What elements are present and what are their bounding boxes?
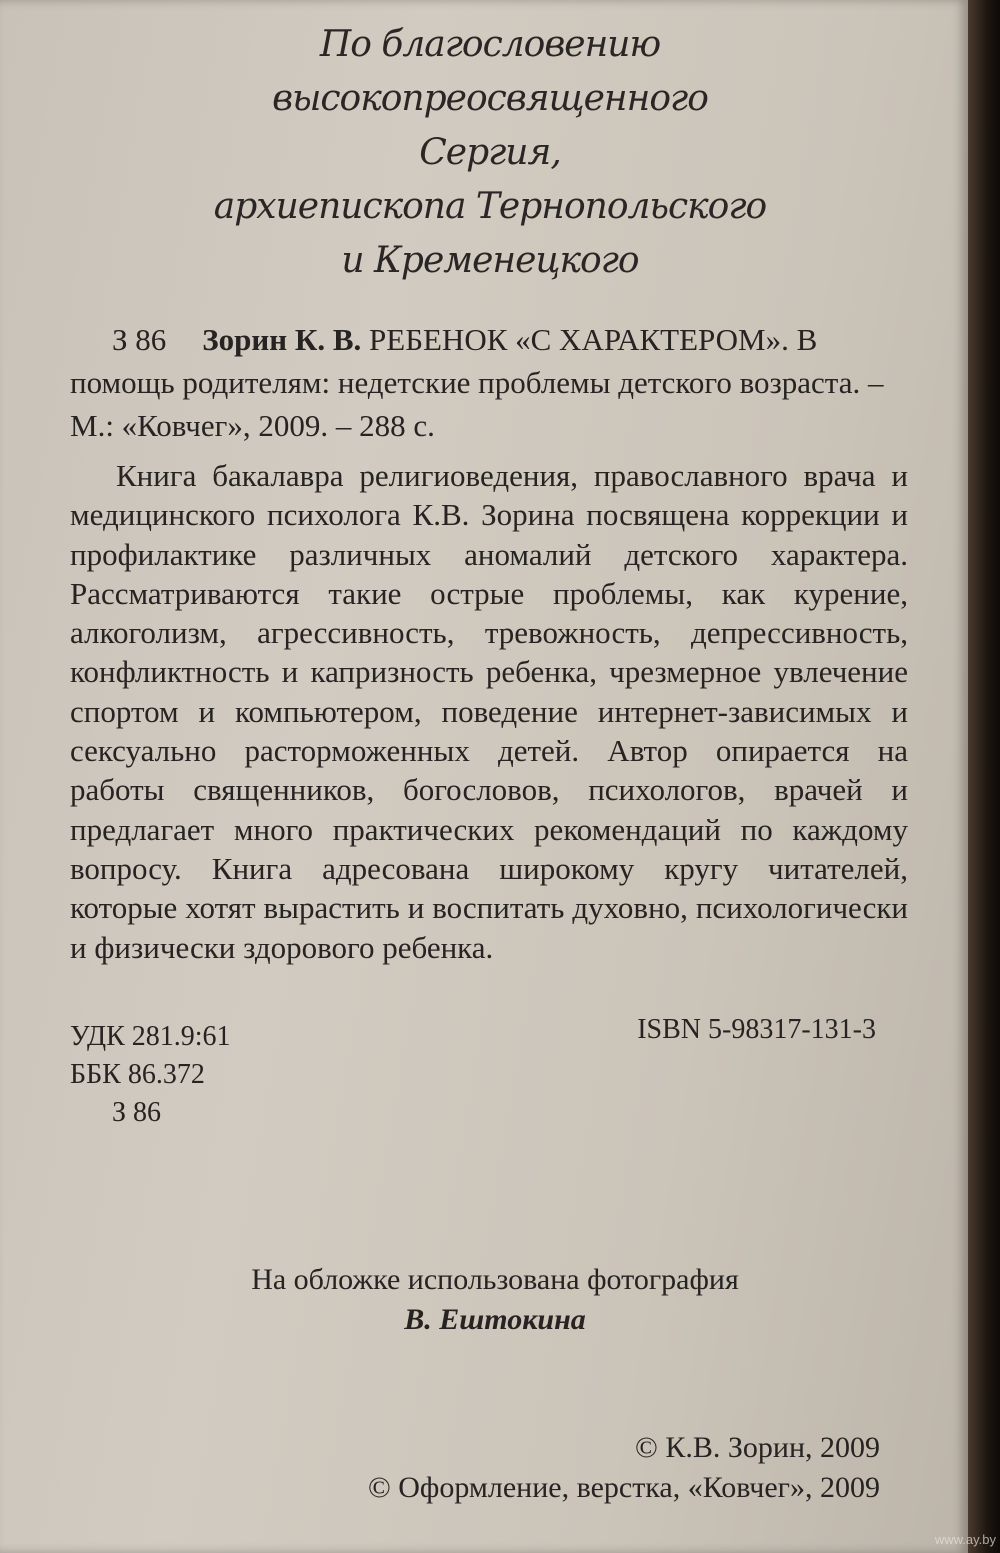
cover-photo-credit [160,1260,830,1340]
copyright-design: © Оформление, верстка, «Ковчег», 2009 [367,1471,880,1504]
classification-block [70,1018,231,1132]
cover-note-text: На обложке использована фотография [251,1263,739,1296]
udk-code: УДК 281.9:61 [70,1021,231,1052]
blessing-line: архиепископа Тернопольского [213,186,767,227]
book-title-imprint: РЕБЕНОК «С ХАРАКТЕРОМ». В помощь родителям: недетские проблемы детского возраста. – М.: «Ковчег», 2009. – 288 с. [70,322,884,443]
author-sign-code: З 86 [112,322,167,357]
blessing-line: По благословению [319,24,661,65]
isbn-number: ISBN 5-98317-131-3 [637,1014,876,1045]
photographer-name: В. Ештокина [404,1303,586,1336]
bibliographic-record [70,318,908,447]
page-edge-shadow [968,0,1000,1553]
author-name: Зорин К. В. [202,322,362,357]
author-sign-code-repeat: З 86 [112,1097,162,1128]
site-watermark: www.ay.by [934,1532,996,1547]
copyright-author: © К.В. Зорин, 2009 [635,1431,880,1464]
annotation-paragraph: Книга бакалавра религиоведения, православного врача и медицинского психолога К.В. Зорина посвящена коррекции и профилактике различных аномалий детского характера. Рассматриваются такие острые проблемы, как курение, алкоголизм, агрессивность, тревожность, депрессивность, конфликтность и капризность ребенка, чрезмерное увлечение спортом и компьютером, поведение интернет-зависимых и сексуально расторможенных детей. Автор опирается на работы священников, богословов, психологов, врачей и предлагает много практических рекомендаций по каждому вопросу. Книга адресована широкому кругу читателей, которые хотят вырастить и воспитать духовно, психологически и физически здорового ребенка. [70,458,908,965]
bbk-code: ББК 86.372 [70,1059,205,1090]
copyright-block [368,1428,880,1508]
blessing-block [200,18,780,288]
blessing-line: высокопреосвященного Сергия, [272,78,708,173]
blessing-line: и Кременецкого [341,240,639,281]
